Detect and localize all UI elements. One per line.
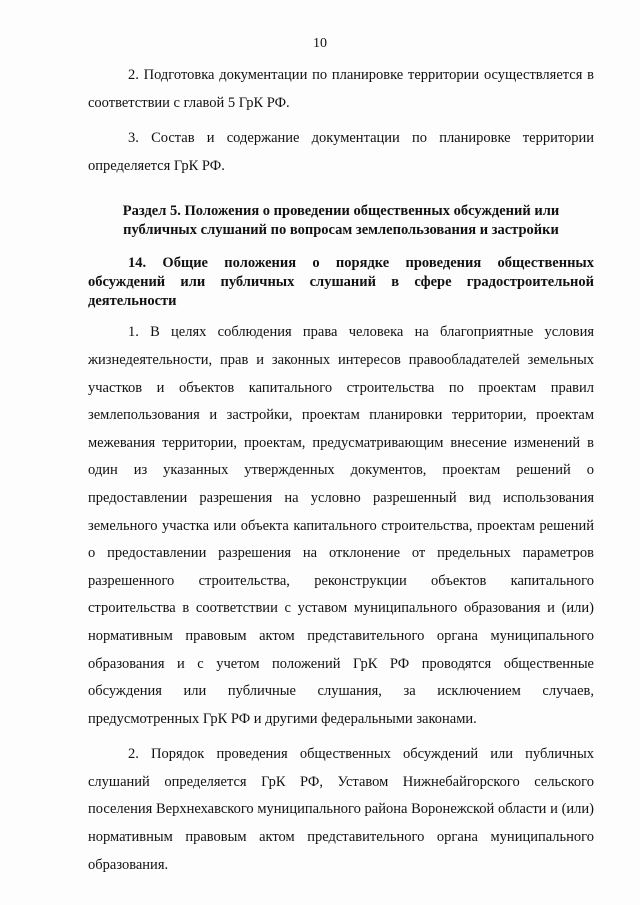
- paragraph-2: 2. Подготовка документации по планировке территории осуществляется в соответствии с главой 5 ГрК РФ.: [88, 67, 594, 111]
- section-heading: [88, 202, 594, 240]
- section-heading-line-2: публичных слушаний по вопросам землепользования и застройки: [123, 222, 559, 239]
- paragraph-3: 3. Состав и содержание документации по планировке территории определяется ГрК РФ.: [88, 130, 594, 174]
- page-number: 10: [313, 36, 327, 51]
- section-heading-line-1: Раздел 5. Положения о проведении общественных обсуждений или: [122, 203, 560, 220]
- article-paragraph-2: 2. Порядок проведения общественных обсуждений или публичных слушаний определяется ГрК РФ, Уставом Нижнебайгорского сельского поселения Верхнехавского муниципального района Воронежской области и (или) нормативным правовым актом представительного органа муниципального образования.: [88, 746, 594, 873]
- article-paragraph-1: 1. В целях соблюдения права человека на благоприятные условия жизнедеятельности, прав и законных интересов правообладателей земельных участков и объектов капитального строительства по проектам правил землепользования и застройки, проектам планировки территории, проектам межевания территории, проектам, предусматривающим внесение изменений в один из указанных утвержденных документов, проектам решений о предоставлении разрешения на условно разрешенный вид использования земельного участка или объекта капитального строительства, проектам решений о предоставлении разрешения на отклонение от предельных параметров разрешенного строительства, реконструкции объектов капитального строительства в соответствии с уставом муниципального образования и (или) нормативным правовым актом представительного органа муниципального образования и с учетом положений ГрК РФ проводятся общественные обсуждения или публичные слушания, за исключением случаев, предусмотренных ГрК РФ и другими федеральными законами.: [88, 324, 594, 727]
- document-body: [88, 62, 594, 879]
- article-heading: 14. Общие положения о порядке проведения общественных обсуждений или публичных слушаний в сфере градостроительной деятельности: [88, 255, 594, 310]
